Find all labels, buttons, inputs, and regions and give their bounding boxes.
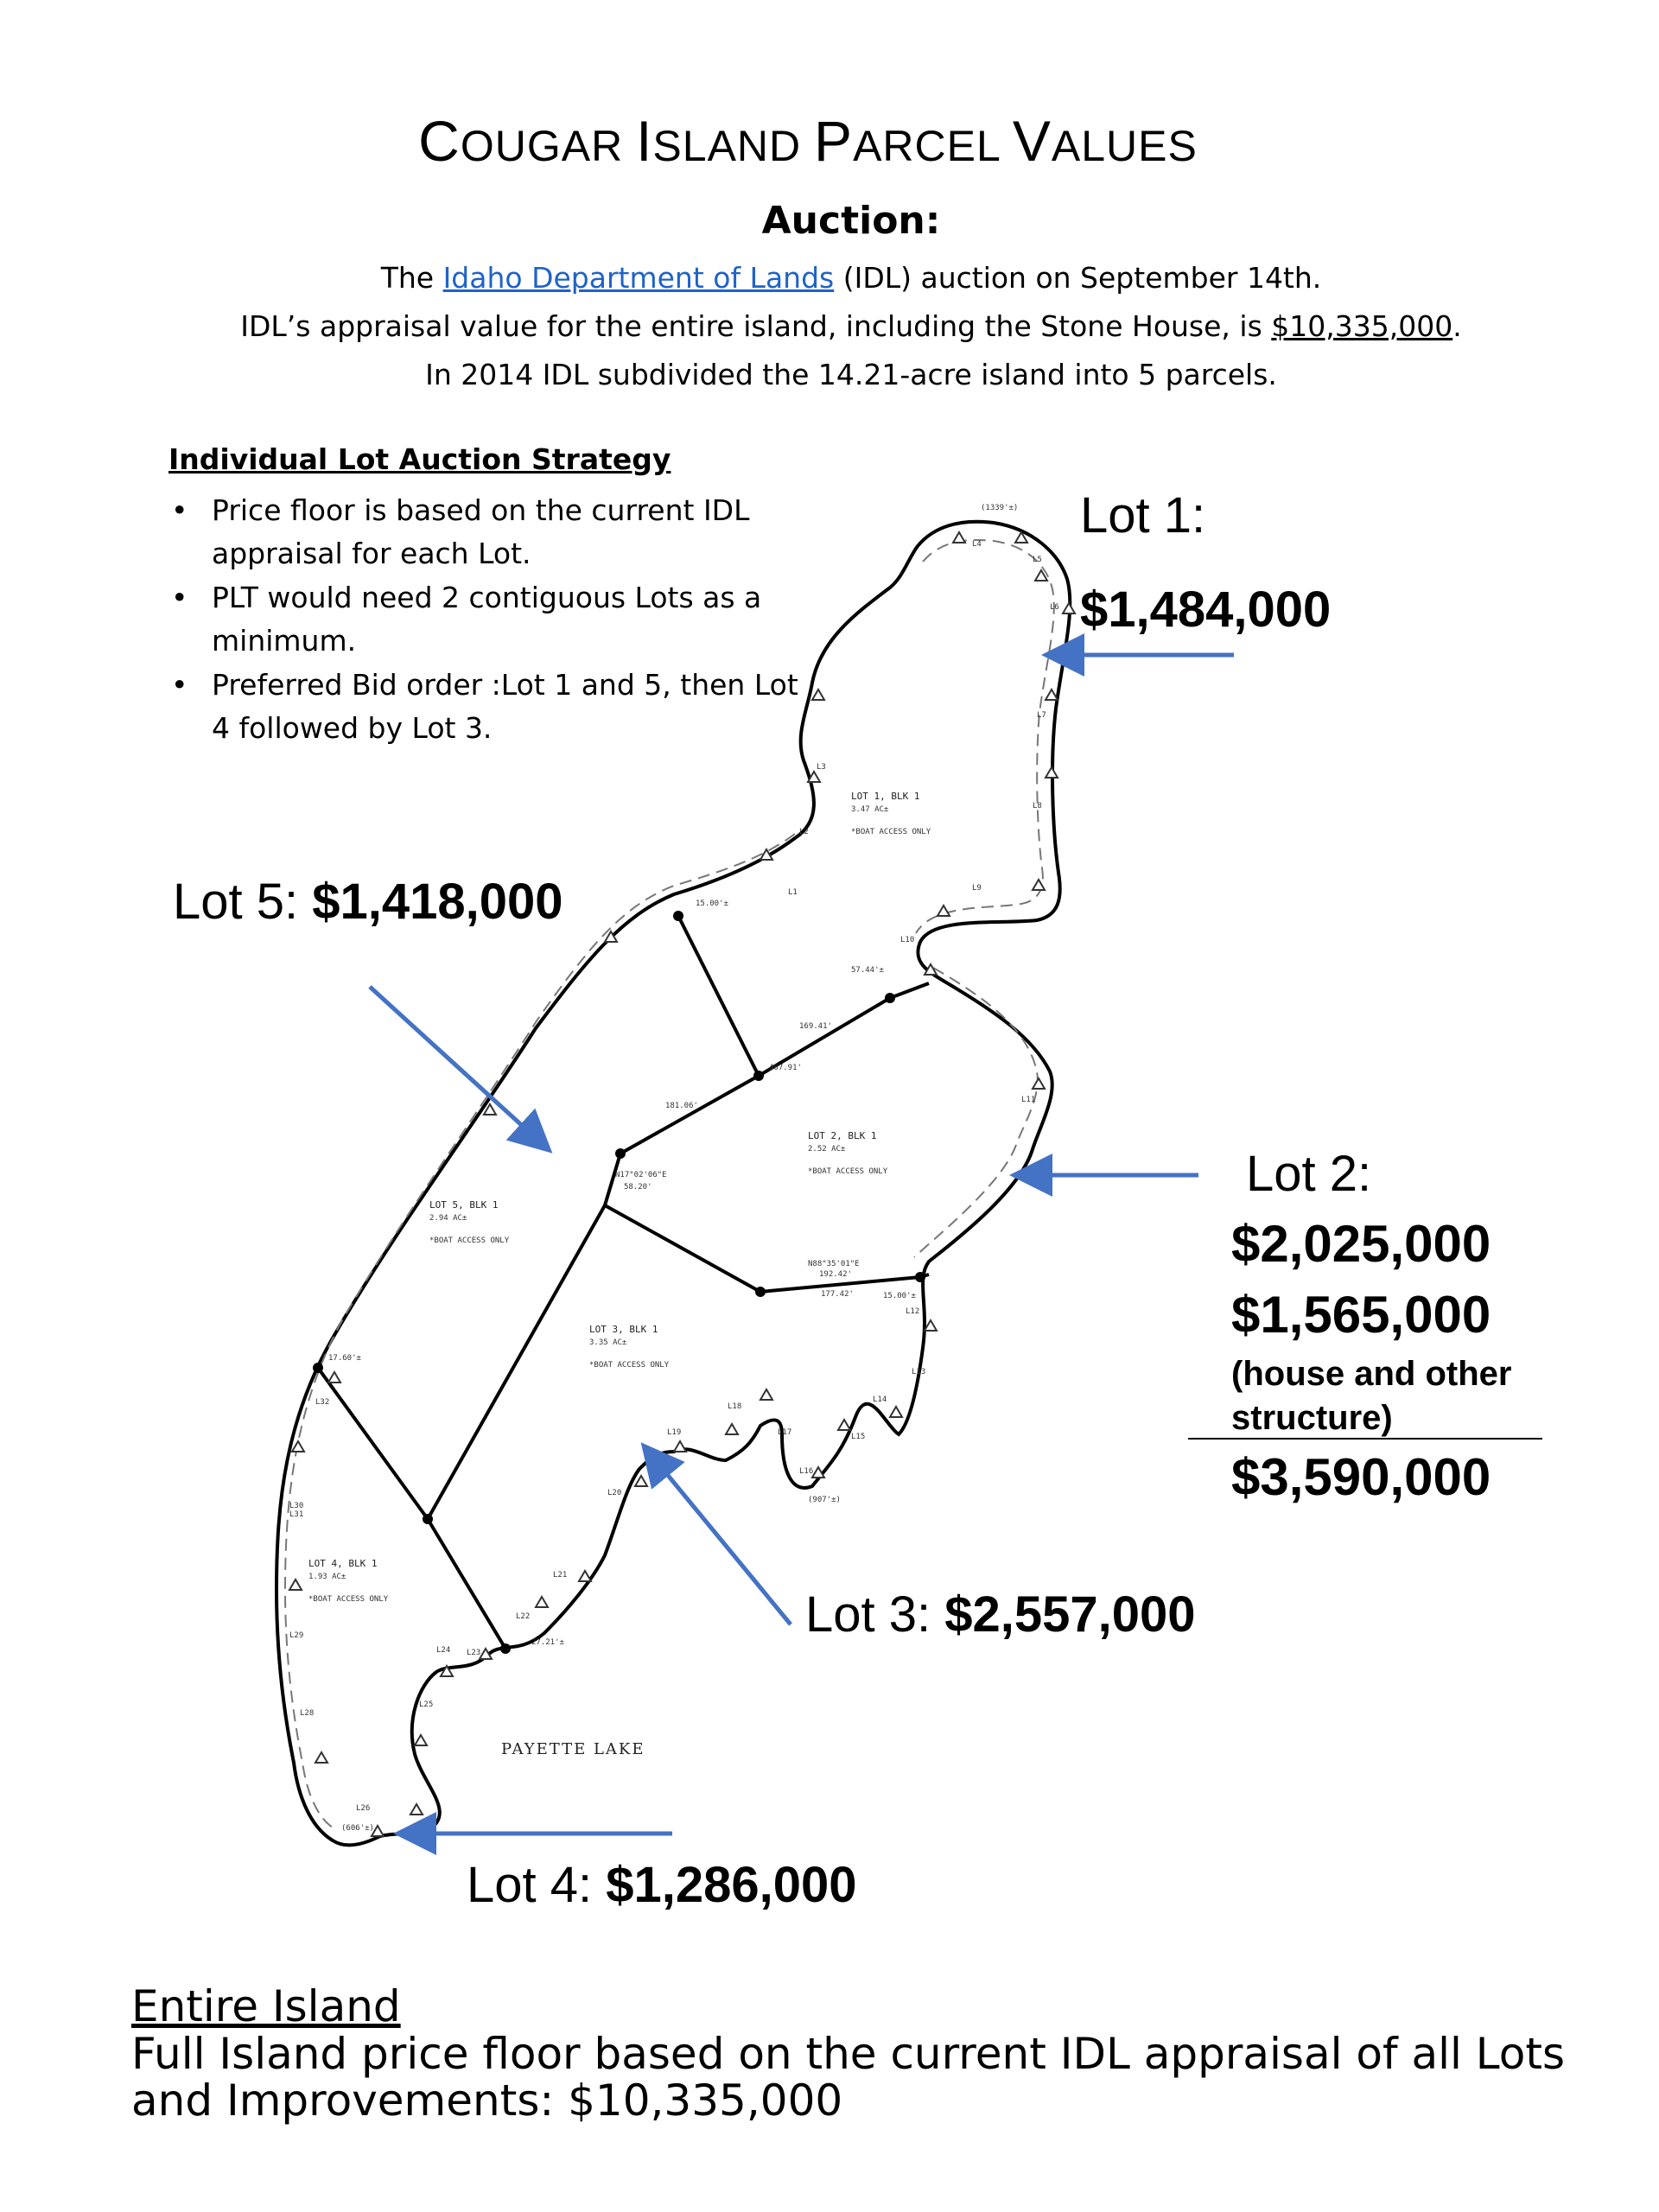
map-line-label: L20: [607, 1489, 622, 1497]
lot2-total: $3,590,000: [1231, 1448, 1491, 1506]
lot3-lot5-line: [428, 1205, 605, 1519]
lot2-value-house: $1,565,000: [1231, 1286, 1491, 1344]
map-dim: (606'±): [341, 1824, 374, 1833]
lot5-arrow: [370, 987, 546, 1147]
map-lot4-area: 1.93 AC±: [308, 1573, 346, 1581]
lot1-name: Lot 1:: [1080, 487, 1206, 543]
map-lot1-title: LOT 1, BLK 1: [851, 791, 920, 802]
auction-line-2: IDL’s appraisal value for the entire island, including the Stone House, is $10,335,000.: [240, 309, 1462, 343]
map-dim: 15.00'±: [696, 899, 728, 908]
map-line-label: L4: [972, 540, 982, 549]
map-dim: 17.60'±: [328, 1354, 361, 1363]
map-line-label: L26: [356, 1804, 371, 1813]
map-line-label: L5: [1033, 556, 1042, 564]
map-line-label: L2: [799, 828, 809, 836]
map-lot1-note: *BOAT ACCESS ONLY: [851, 828, 931, 836]
map-line-label: L30: [289, 1502, 304, 1510]
map-lot2-note: *BOAT ACCESS ONLY: [808, 1167, 888, 1176]
page-title: COUGAR ISLAND PARCEL VALUES: [418, 109, 1198, 173]
map-dim: 57.44'±: [851, 966, 884, 975]
strategy-heading: Individual Lot Auction Strategy: [168, 442, 671, 476]
map-dim: 169.41': [799, 1022, 832, 1031]
appraisal-value: $10,335,000: [1271, 309, 1453, 343]
auction-line-3: In 2014 IDL subdivided the 14.21-acre island into 5 parcels.: [425, 358, 1277, 391]
map-lake-label: PAYETTE LAKE: [501, 1740, 645, 1758]
lot2-name: Lot 2:: [1246, 1146, 1372, 1202]
lot5-value: $1,418,000: [312, 874, 563, 930]
map-line-label: L21: [553, 1571, 568, 1580]
map-line-label: L25: [419, 1700, 434, 1709]
list-item: • PLT would need 2 contiguous Lots as a minimum.: [164, 576, 821, 663]
map-line-label: L29: [289, 1631, 304, 1640]
lot5-label: Lot 5: $1,418,000: [173, 874, 563, 930]
auction-line-1: The Idaho Department of Lands (IDL) auction on September 14th.: [380, 261, 1322, 295]
map-lot3-title: LOT 3, BLK 1: [589, 1324, 658, 1335]
map-line-label: L1: [788, 888, 798, 897]
map-lot1-area: 3.47 AC±: [851, 805, 889, 814]
map-line-label: L16: [799, 1467, 814, 1476]
map-line-label: L7: [1037, 711, 1046, 720]
list-item: • Preferred Bid order :Lot 1 and 5, then Lot 4 followed by Lot 3.: [164, 664, 821, 750]
map-line-label: L24: [436, 1646, 451, 1655]
map-line-label: L3: [817, 763, 826, 772]
map-line-label: L23: [467, 1649, 481, 1657]
auction-heading: Auction:: [761, 199, 941, 243]
lot4-label: Lot 4: $1,286,000: [467, 1857, 857, 1913]
map-dim: 407.91': [769, 1064, 802, 1072]
map-lot2-title: LOT 2, BLK 1: [808, 1130, 877, 1141]
map-lot2-area: 2.52 AC±: [808, 1145, 846, 1154]
map-dim: (1339'±): [981, 504, 1019, 512]
lot3-arrow: [646, 1449, 791, 1624]
map-dim: 192.42': [819, 1270, 852, 1279]
map-line-label: L14: [873, 1395, 887, 1404]
map-line-label: L18: [728, 1402, 742, 1411]
map-line-label: L31: [289, 1510, 304, 1519]
map-line-label: L9: [972, 884, 982, 893]
map-line-label: L13: [912, 1368, 926, 1376]
map-line-label: L10: [900, 936, 915, 944]
map-line-label: L22: [516, 1612, 531, 1621]
lot2-lot3-line: [605, 1205, 760, 1292]
map-lot3-note: *BOAT ACCESS ONLY: [589, 1361, 670, 1370]
lot2-value-land: $2,025,000: [1231, 1215, 1491, 1273]
map-line-label: L15: [851, 1433, 866, 1441]
map-line-label: L19: [667, 1428, 682, 1437]
entire-island-heading: Entire Island: [131, 1981, 401, 2031]
map-line-label: L6: [1050, 603, 1059, 612]
lot1-value: $1,484,000: [1080, 582, 1332, 638]
map-lot5-area: 2.94 AC±: [429, 1214, 467, 1223]
lot4-lot5-line: [318, 1368, 428, 1519]
map-line-label: L32: [315, 1398, 330, 1407]
lot2-sum-rule: [1188, 1438, 1542, 1440]
map-dim: 15.00'±: [883, 1292, 916, 1300]
map-dim: N17°02'06"E: [615, 1171, 667, 1179]
lot2-lot5-line: [620, 1076, 759, 1154]
lot2-note: (house and other structure): [1231, 1355, 1512, 1437]
list-item: • Price floor is based on the current IDL appraisal for each Lot.: [164, 489, 821, 575]
map-dim: 177.42': [821, 1290, 854, 1299]
lot4-value: $1,286,000: [606, 1857, 857, 1913]
map-line-label: L8: [1033, 802, 1042, 810]
map-dim: 27.21'±: [531, 1638, 564, 1647]
map-dim: 181.06': [665, 1102, 698, 1110]
map-lot4-title: LOT 4, BLK 1: [308, 1558, 378, 1569]
map-lot4-note: *BOAT ACCESS ONLY: [308, 1595, 389, 1604]
map-lot5-note: *BOAT ACCESS ONLY: [429, 1236, 510, 1245]
entire-island-text: Full Island price floor based on the current IDL appraisal of all Lots and Improvements: $10,335,000: [131, 2029, 1566, 2126]
map-dim: (907'±): [808, 1496, 841, 1504]
map-line-label: L11: [1021, 1096, 1036, 1104]
map-lot5-title: LOT 5, BLK 1: [429, 1199, 499, 1211]
map-line-label: L17: [778, 1428, 792, 1437]
map-dim: N88°35'01"E: [808, 1260, 860, 1268]
map-line-label: L12: [906, 1307, 920, 1316]
strategy-list: [164, 489, 821, 751]
lot3-lot4-line: [428, 1519, 505, 1649]
lot3-label: Lot 3: $2,557,000: [805, 1586, 1196, 1643]
lot1-lot5-line: [678, 916, 759, 1076]
map-line-label: L27: [422, 1824, 436, 1833]
lot3-value: $2,557,000: [944, 1586, 1196, 1643]
idl-link[interactable]: Idaho Department of Lands: [442, 261, 835, 295]
map-line-label: L28: [300, 1709, 315, 1718]
map-dim: 58.20': [624, 1183, 652, 1192]
map-lot3-area: 3.35 AC±: [589, 1338, 627, 1347]
